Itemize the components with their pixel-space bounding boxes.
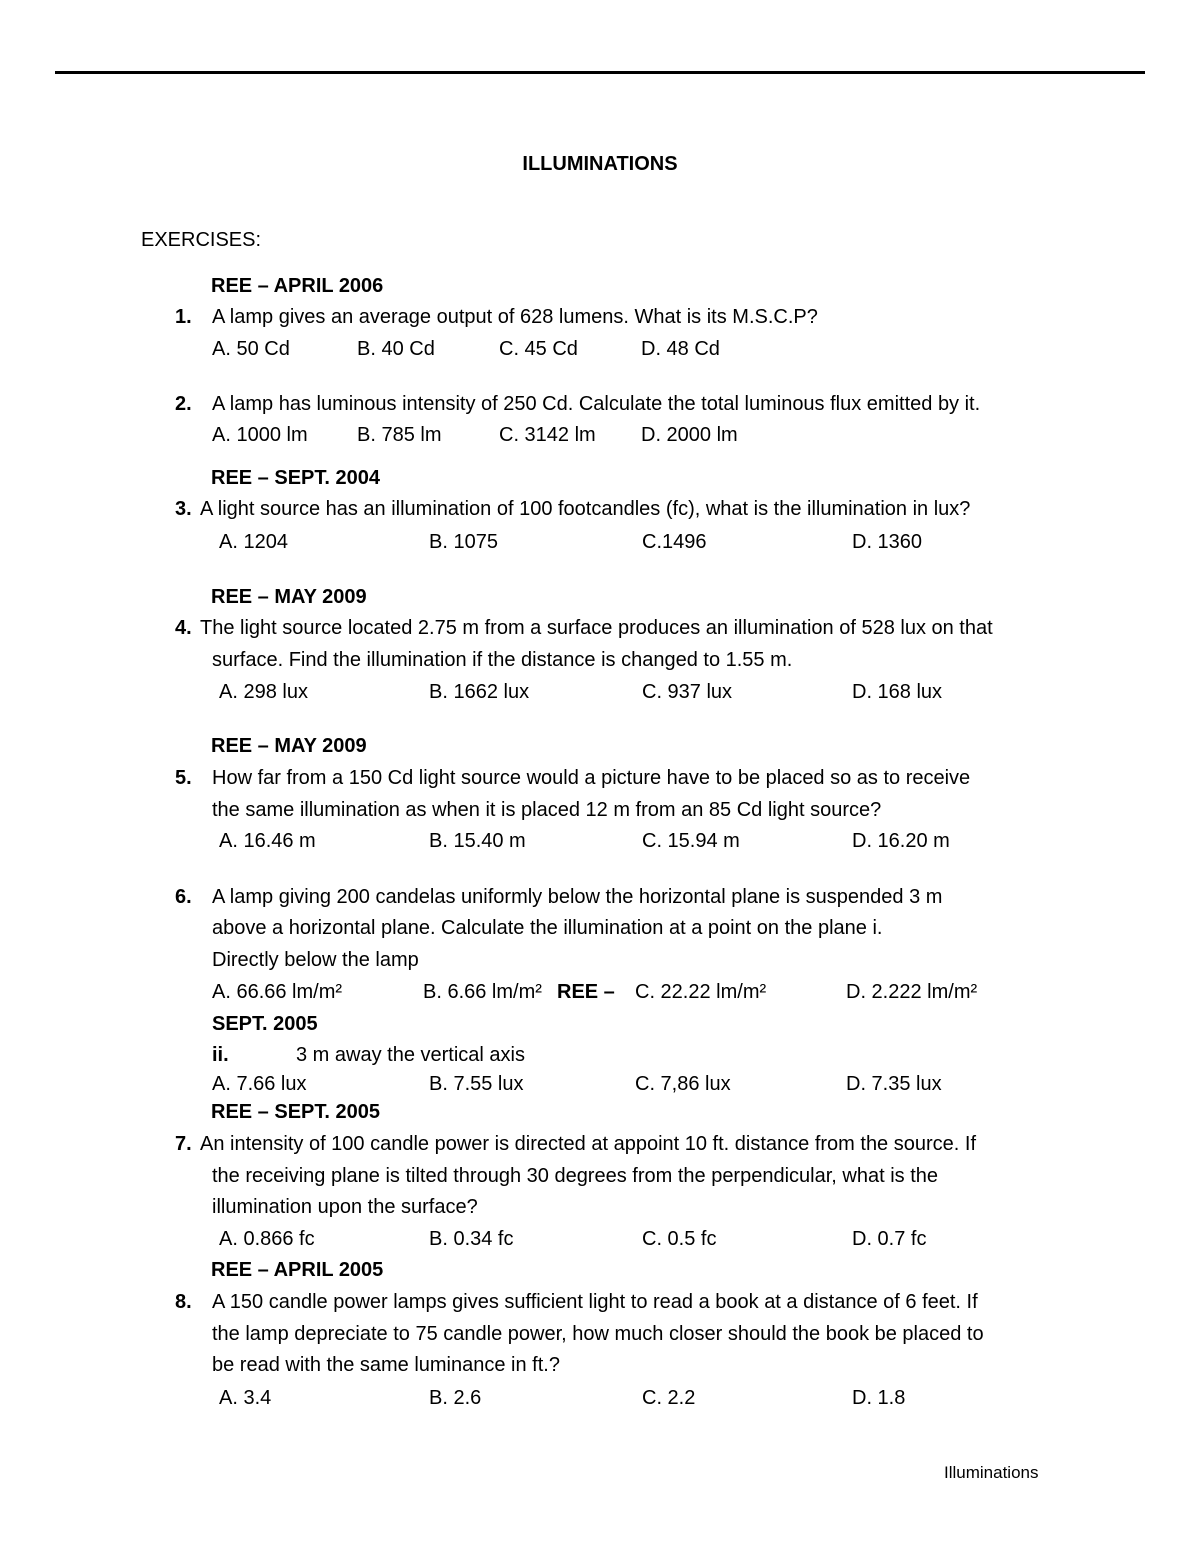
- choice-a: A. 50 Cd: [212, 338, 290, 360]
- choice-a: A. 66.66 lm/m²: [212, 981, 343, 1003]
- choice-c: C. 22.22 lm/m²: [635, 981, 767, 1003]
- choice-b: B. 7.55 lux: [429, 1073, 524, 1095]
- page-title: ILLUMINATIONS: [522, 153, 678, 175]
- question-number: 7.: [175, 1133, 192, 1155]
- question-number: 6.: [175, 886, 192, 908]
- choice-c: C. 3142 lm: [499, 424, 596, 446]
- choice-d: D. 48 Cd: [641, 338, 720, 360]
- choice-c: C. 45 Cd: [499, 338, 578, 360]
- choice-c: C. 15.94 m: [642, 830, 740, 852]
- choice-b: B. 785 lm: [357, 424, 442, 446]
- choice-c: C. 2.2: [642, 1387, 696, 1409]
- sub-question-text: 3 m away the vertical axis: [296, 1044, 525, 1066]
- choice-b: B. 0.34 fc: [429, 1228, 514, 1250]
- question-text: An intensity of 100 candle power is directed at appoint 10 ft. distance from the source. If: [200, 1133, 976, 1155]
- choice-a: A. 1204: [219, 531, 288, 553]
- question-text: be read with the same luminance in ft.?: [212, 1354, 560, 1376]
- choice-c: C. 7,86 lux: [635, 1073, 731, 1095]
- section-header: REE – MAY 2009: [211, 735, 367, 757]
- question-number: 4.: [175, 617, 192, 639]
- choice-b: B. 15.40 m: [429, 830, 526, 852]
- question-text: the same illumination as when it is placed 12 m from an 85 Cd light source?: [212, 799, 882, 821]
- section-header: SEPT. 2005: [212, 1013, 318, 1035]
- choice-d: D. 168 lux: [852, 681, 943, 703]
- choice-d: D. 1360: [852, 531, 923, 553]
- question-text: A lamp giving 200 candelas uniformly below the horizontal plane is suspended 3 m: [212, 886, 943, 908]
- section-header: REE – MAY 2009: [211, 586, 367, 608]
- question-text: A lamp has luminous intensity of 250 Cd. Calculate the total luminous flux emitted by it.: [212, 393, 981, 415]
- question-text: illumination upon the surface?: [212, 1196, 478, 1218]
- choice-d: D. 7.35 lux: [846, 1073, 942, 1095]
- choice-a: A. 0.866 fc: [219, 1228, 315, 1250]
- page-footer: Illuminations: [944, 1463, 1039, 1482]
- question-text: A lamp gives an average output of 628 lumens. What is its M.S.C.P?: [212, 306, 818, 328]
- sub-question-number: ii.: [212, 1044, 229, 1066]
- exercises-label: EXERCISES:: [141, 229, 262, 251]
- choice-d: D. 16.20 m: [852, 830, 950, 852]
- question-text: Directly below the lamp: [212, 949, 419, 971]
- question-number: 5.: [175, 767, 192, 789]
- question-number: 1.: [175, 306, 192, 328]
- choice-c: C. 0.5 fc: [642, 1228, 717, 1250]
- section-header: REE – APRIL 2006: [211, 275, 384, 297]
- choice-b: B. 40 Cd: [357, 338, 435, 360]
- choice-a: A. 16.46 m: [219, 830, 316, 852]
- choice-d: D. 2.222 lm/m²: [846, 981, 978, 1003]
- question-text: surface. Find the illumination if the distance is changed to 1.55 m.: [212, 649, 793, 671]
- choice-b: B. 1075: [429, 531, 498, 553]
- choice-b: B. 6.66 lm/m²: [423, 981, 542, 1003]
- question-text: The light source located 2.75 m from a surface produces an illumination of 528 lux on that: [200, 617, 993, 639]
- section-header: REE – APRIL 2005: [211, 1259, 384, 1281]
- question-text: A light source has an illumination of 100 footcandles (fc), what is the illumination in lux?: [200, 498, 971, 520]
- question-text: the lamp depreciate to 75 candle power, how much closer should the book be placed to: [212, 1323, 984, 1345]
- choice-a: A. 298 lux: [219, 681, 308, 703]
- choice-a: A. 3.4: [219, 1387, 272, 1409]
- choice-b: B. 1662 lux: [429, 681, 530, 703]
- choice-c: C.1496: [642, 531, 707, 553]
- question-text: How far from a 150 Cd light source would a picture have to be placed so as to receive: [212, 767, 971, 789]
- question-number: 2.: [175, 393, 192, 415]
- top-rule: [55, 71, 1145, 74]
- choice-a: A. 1000 lm: [212, 424, 308, 446]
- choice-c: C. 937 lux: [642, 681, 733, 703]
- question-text: the receiving plane is tilted through 30 degrees from the perpendicular, what is the: [212, 1165, 938, 1187]
- question-number: 8.: [175, 1291, 192, 1313]
- choice-d: D. 2000 lm: [641, 424, 738, 446]
- section-header: REE –: [557, 981, 615, 1003]
- choice-d: D. 0.7 fc: [852, 1228, 927, 1250]
- question-text: above a horizontal plane. Calculate the illumination at a point on the plane i.: [212, 917, 883, 939]
- section-header: REE – SEPT. 2005: [211, 1101, 380, 1123]
- choice-a: A. 7.66 lux: [212, 1073, 307, 1095]
- choice-b: B. 2.6: [429, 1387, 482, 1409]
- question-text: A 150 candle power lamps gives sufficient light to read a book at a distance of 6 feet. If: [212, 1291, 978, 1313]
- choice-d: D. 1.8: [852, 1387, 906, 1409]
- question-number: 3.: [175, 498, 192, 520]
- section-header: REE – SEPT. 2004: [211, 467, 380, 489]
